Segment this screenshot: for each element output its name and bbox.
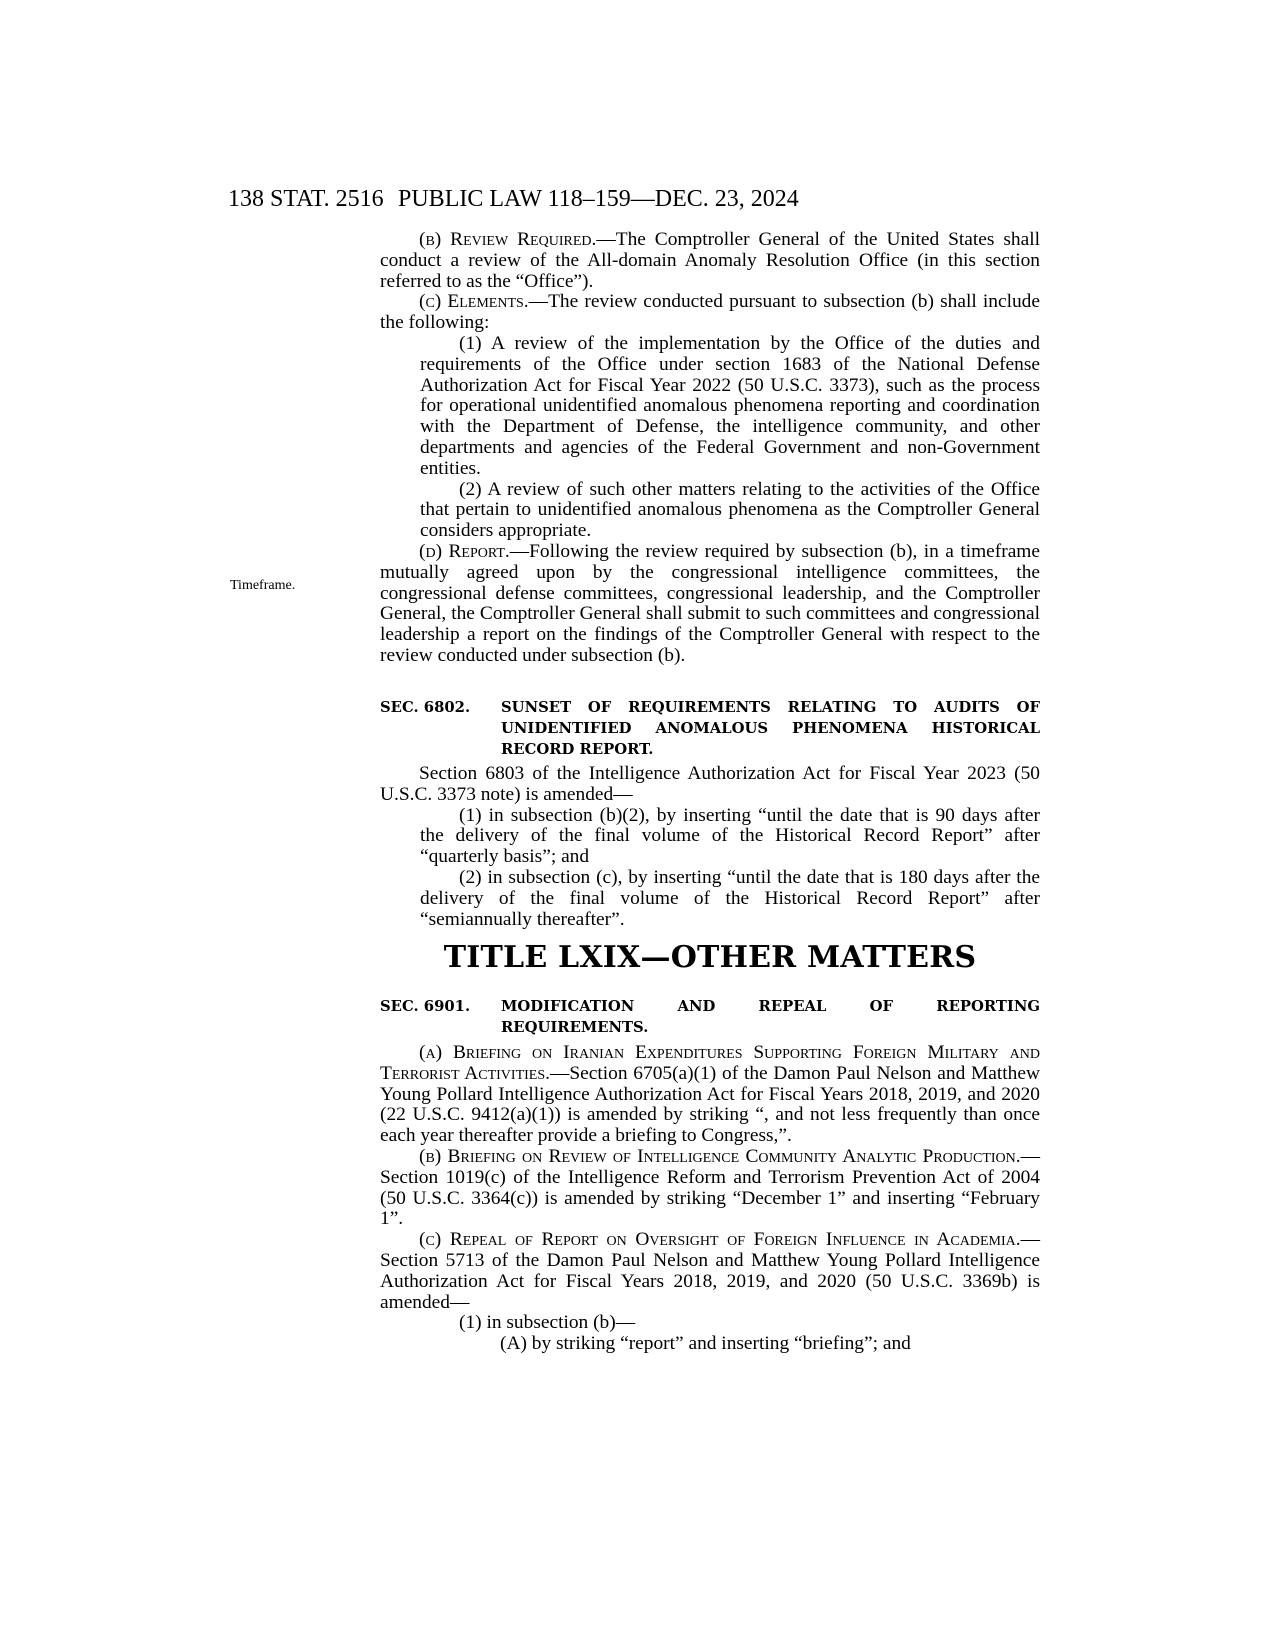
section-6802-heading (380, 697, 1040, 760)
section-title: MODIFICATION AND REPEAL OF REPORTING REQUIREMENTS. (501, 998, 1040, 1036)
paragraph-c-2: (2) A review of such other matters relating to the activities of the Office that pertain to unidentified anomalous phenomena as the Comptroller General considers appropriate. (420, 478, 1040, 542)
subsection-c: (c) Elements.—The review conducted pursuant to subsection (b) shall include the following: (380, 291, 1040, 334)
section-title: SUNSET OF REQUIREMENTS RELATING TO AUDITS OF UNIDENTIFIED ANOMALOUS PHENOMENA HISTORICAL RECORD REPORT. (501, 699, 1040, 758)
statute-page-number: 138 STAT. 2516 (228, 186, 384, 212)
public-law-citation: PUBLIC LAW 118–159—DEC. 23, 2024 (398, 186, 799, 212)
section-6901-body (380, 1043, 1040, 1355)
paragraph-c-1: (1) in subsection (b)— (459, 1312, 636, 1334)
paragraph-c-1: (1) A review of the implementation by the Office of the duties and requirements of the Office under section 1683 of the National Defense Authorization Act for Fiscal Year 2022 (50 U.S.C. 3373), such as the process for operational unidentified anomalous phenomena reporting and coordination with the Department of Defense, the intelligence community, and other departments and agencies of the Federal Government and non-Government entities. (420, 332, 1040, 479)
section-6802-paragraph-1: (1) in subsection (b)(2), by inserting “until the date that is 90 days after the delivery of the final volume of the Historical Record Report” after “quarterly basis”; and (420, 804, 1040, 868)
subsection-a: (a) Briefing on Iranian Expenditures Supporting Foreign Military and Terrorist Activities.—Section 6705(a)(1) of the Damon Paul Nelson and Matthew Young Pollard Intelligence Authorization Act for Fiscal Years 2018, 2019, and 2020 (22 U.S.C. 9412(a)(1)) is amended by striking “, and not less frequently than once each year thereafter provide a briefing to Congress,”. (380, 1042, 1040, 1147)
section-number: SEC. 6802. (380, 699, 471, 716)
title-heading: TITLE LXIX—OTHER MATTERS (443, 940, 977, 975)
subsection-d: (d) Report.—Following the review required by subsection (b), in a timeframe mutually agreed upon by the congressional intelligence committees, the congressional defense committees, congressional leadership, and the Comptroller General, the Comptroller General shall submit to such committees and congressional leadership a report on the findings of the Comptroller General with respect to the review conducted under subsection (b). (380, 540, 1040, 666)
section-6801-continued (380, 230, 1040, 667)
page-header (228, 186, 918, 226)
subsection-b: (b) Briefing on Review of Intelligence Community Analytic Production.—Section 1019(c) of the Intelligence Reform and Terrorism Prevention Act of 2004 (50 U.S.C. 3364(c)) is amended by striking “December 1” and inserting “February 1”. (380, 1145, 1040, 1230)
subsection-c: (c) Repeal of Report on Oversight of Foreign Influence in Academia.—Section 5713 of the Damon Paul Nelson and Matthew Young Pollard Intelligence Authorization Act for Fiscal Years 2018, 2019, and 2020 (50 U.S.C. 3369b) is amended— (380, 1229, 1040, 1313)
section-number: SEC. 6901. (380, 998, 471, 1015)
section-6802-paragraph-2: (2) in subsection (c), by inserting “until the date that is 180 days after the delivery of the final volume of the Historical Record Report” after “semiannually thereafter”. (420, 866, 1040, 930)
section-6802-intro: Section 6803 of the Intelligence Authorization Act for Fiscal Year 2023 (50 U.S.C. 3373 note) is amended— (380, 763, 1040, 805)
section-6901-heading (380, 996, 1040, 1038)
section-6802-body (380, 764, 1040, 930)
subparagraph-c-1-A: (A) by striking “report” and inserting “briefing”; and (500, 1333, 911, 1355)
subsection-b: (b) Review Required.—The Comptroller General of the United States shall conduct a review of the All-domain Anomaly Resolution Office (in this section referred to as the “Office”). (380, 229, 1040, 292)
margin-note: Timeframe. (230, 578, 296, 593)
